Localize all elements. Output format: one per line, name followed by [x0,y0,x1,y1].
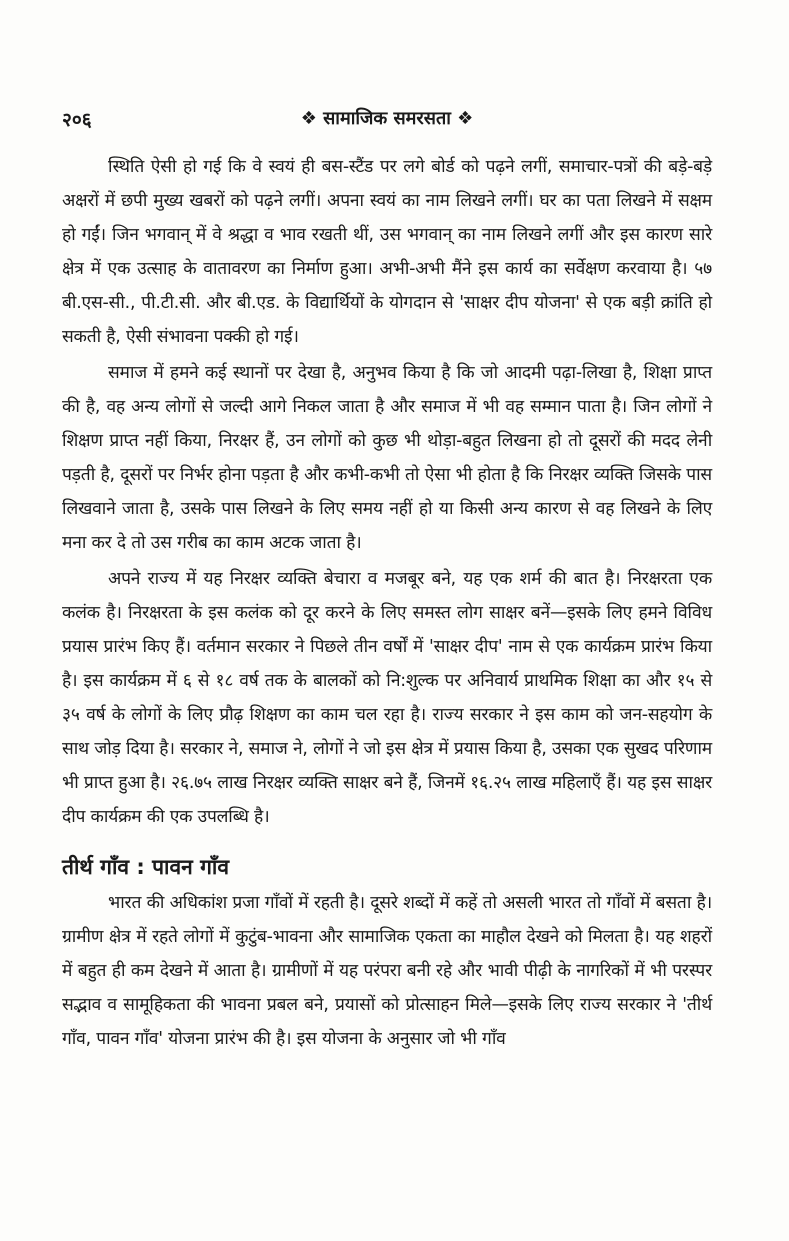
paragraph-1: स्थिति ऐसी हो गई कि वे स्वयं ही बस-स्टैंड पर लगे बोर्ड को पढ़ने लगीं, समाचार-पत्रों की बड़े-बड़े अक्षरों में छपी मुख्य खबरों को पढ़ने लगीं। अपना स्वयं का नाम लिखने लगीं। घर का पता लिखने में सक्षम हो गईं। जिन भगवान् में वे श्रद्धा व भाव रखती थीं, उस भगवान् का नाम लिखने लगीं और इस कारण सारे क्षेत्र में एक उत्साह के वातावरण का निर्माण हुआ। अभी-अभी मैंने इस कार्य का सर्वेक्षण करवाया है। ५७ बी.एस-सी., पी.टी.सी. और बी.एड. के विद्यार्थियों के योगदान से 'साक्षर दीप योजना' से एक बड़ी क्रांति हो सकती है, ऐसी संभावना पक्की हो गई। [62,157,712,347]
running-head [62,106,712,136]
paragraph-2: समाज में हमने कई स्थानों पर देखा है, अनुभव किया है कि जो आदमी पढ़ा-लिखा है, शिक्षा प्राप्त की है, वह अन्य लोगों से जल्दी आगे निकल जाता है और समाज में भी वह सम्मान पाता है। जिन लोगों ने शिक्षण प्राप्त नहीं किया, निरक्षर हैं, उन लोगों को कुछ भी थोड़ा-बहुत लिखना हो तो दूसरों की मदद लेनी पड़ती है, दूसरों पर निर्भर होना पड़ता है और कभी-कभी तो ऐसा भी होता है कि निरक्षर व्यक्ति जिसके पास लिखवाने जाता है, उसके पास लिखने के लिए समय नहीं हो या किसी अन्य कारण से वह लिखने के लिए मना कर दे तो उस गरीब का काम अटक जाता है। [62,363,712,553]
book-title: ❖ सामाजिक समरसता ❖ [300,108,474,129]
paragraph-3: अपने राज्य में यह निरक्षर व्यक्ति बेचारा व मजबूर बने, यह एक शर्म की बात है। निरक्षरता एक कलंक है। निरक्षरता के इस कलंक को दूर करने के लिए समस्त लोग साक्षर बनें—इसके लिए हमने विविध प्रयास प्रारंभ किए हैं। वर्तमान सरकार ने पिछले तीन वर्षों में 'साक्षर दीप' नाम से एक कार्यक्रम प्रारंभ किया है। इस कार्यक्रम में ६ से १८ वर्ष तक के बालकों को नि:शुल्क पर अनिवार्य प्राथमिक शिक्षा का और १५ से ३५ वर्ष के लोगों के लिए प्रौढ़ शिक्षण का काम चल रहा है। राज्य सरकार ने इस काम को जन-सहयोग के साथ जोड़ दिया है। सरकार ने, समाज ने, लोगों ने जो इस क्षेत्र में प्रयास किया है, उसका एक सुखद परिणाम भी प्राप्त हुआ है। २६.७५ लाख निरक्षर व्यक्ति साक्षर बने हैं, जिनमें १६.२५ लाख महिलाएँ हैं। यह इस साक्षर दीप कार्यक्रम की एक उपलब्धि है। [62,569,712,827]
section-paragraph: भारत की अधिकांश प्रजा गाँवों में रहती है। दूसरे शब्दों में कहें तो असली भारत तो गाँवों में बसता है। ग्रामीण क्षेत्र में रहते लोगों में कुटुंब-भावना और सामाजिक एकता का माहौल देखने को मिलता है। यह शहरों में बहुत ही कम देखने में आता है। ग्रामीणों में यह परंपरा बनी रहे और भावी पीढ़ी के नागरिकों में भी परस्पर सद्भाव व सामूहिकता की भावना प्रबल बने, प्रयासों को प्रोत्साहन मिले—इसके लिए राज्य सरकार ने 'तीर्थ गाँव, पावन गाँव' योजना प्रारंभ की है। इस योजना के अनुसार जो भी गाँव [62,893,712,1049]
body-text [62,150,712,1056]
section-heading: तीर्थ गाँव : पावन गाँव [62,855,230,879]
page-number: २०६ [62,109,92,131]
